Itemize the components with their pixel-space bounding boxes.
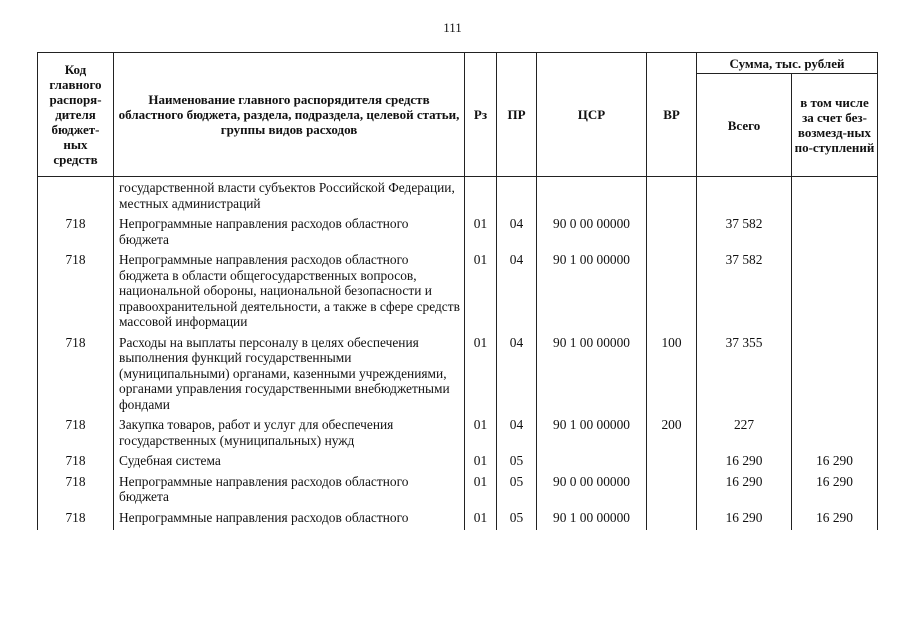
cell-csr [537, 177, 647, 217]
cell-rz: 01 [465, 252, 497, 335]
table-body [38, 177, 878, 531]
cell-total: 16 290 [697, 453, 792, 474]
cell-pr: 04 [497, 216, 537, 252]
cell-name: Непрограммные направления расходов областного бюджета в области общегосударственных вопросов, национальной обороны, национальной безопасности и правоохранительной деятельности, а также в сфере средств массовой информации [114, 252, 465, 335]
cell-pr: 04 [497, 417, 537, 453]
header-free: в том числе за счет без-возмезд-ных по-ступлений [792, 74, 878, 177]
table-row [38, 417, 878, 453]
cell-csr: 90 1 00 00000 [537, 252, 647, 335]
cell-total: 37 582 [697, 216, 792, 252]
cell-pr: 05 [497, 474, 537, 510]
cell-vr [647, 474, 697, 510]
header-rz: Рз [465, 53, 497, 177]
cell-rz [465, 177, 497, 217]
cell-pr: 04 [497, 335, 537, 418]
cell-vr: 200 [647, 417, 697, 453]
cell-csr: 90 0 00 00000 [537, 474, 647, 510]
cell-rz: 01 [465, 510, 497, 531]
cell-name: Непрограммные направления расходов областного бюджета [114, 216, 465, 252]
cell-code [38, 177, 114, 217]
cell-vr [647, 177, 697, 217]
cell-free [792, 335, 878, 418]
table-row [38, 510, 878, 531]
cell-code: 718 [38, 453, 114, 474]
cell-name: Непрограммные направления расходов областного [114, 510, 465, 531]
cell-code: 718 [38, 510, 114, 531]
cell-csr: 90 1 00 00000 [537, 417, 647, 453]
cell-total: 37 355 [697, 335, 792, 418]
cell-name: Судебная система [114, 453, 465, 474]
cell-name: Закупка товаров, работ и услуг для обеспечения государственных (муниципальных) нужд [114, 417, 465, 453]
cell-csr: 90 0 00 00000 [537, 216, 647, 252]
cell-vr [647, 453, 697, 474]
cell-free: 16 290 [792, 474, 878, 510]
cell-code: 718 [38, 335, 114, 418]
cell-rz: 01 [465, 335, 497, 418]
cell-name: Расходы на выплаты персоналу в целях обеспечения выполнения функций государственными (муниципальными) органами, казенными учреждениями, органами управления государственными внебюджетными фондами [114, 335, 465, 418]
cell-pr: 05 [497, 453, 537, 474]
header-csr: ЦСР [537, 53, 647, 177]
cell-rz: 01 [465, 417, 497, 453]
cell-free [792, 177, 878, 217]
cell-pr [497, 177, 537, 217]
page-number: 111 [443, 20, 462, 35]
header-sum: Сумма, тыс. рублей [697, 53, 878, 74]
table-row [38, 216, 878, 252]
cell-name: государственной власти субъектов Российской Федерации, местных администраций [114, 177, 465, 217]
table-header [38, 53, 878, 177]
cell-total [697, 177, 792, 217]
cell-total: 16 290 [697, 474, 792, 510]
table-row [38, 474, 878, 510]
cell-free: 16 290 [792, 453, 878, 474]
header-name: Наименование главного распорядителя средств областного бюджета, раздела, подраздела, целевой статьи, группы видов расходов [114, 53, 465, 177]
cell-rz: 01 [465, 216, 497, 252]
cell-csr [537, 453, 647, 474]
cell-vr [647, 510, 697, 531]
header-pr: ПР [497, 53, 537, 177]
cell-name: Непрограммные направления расходов областного бюджета [114, 474, 465, 510]
cell-vr: 100 [647, 335, 697, 418]
table-row [38, 252, 878, 335]
cell-pr: 05 [497, 510, 537, 531]
cell-code: 718 [38, 417, 114, 453]
cell-code: 718 [38, 216, 114, 252]
table-row [38, 177, 878, 217]
cell-free: 16 290 [792, 510, 878, 531]
header-code: Код главного распоря-дителя бюджет-ных средств [38, 53, 114, 177]
cell-total: 37 582 [697, 252, 792, 335]
table-row [38, 453, 878, 474]
cell-code: 718 [38, 252, 114, 335]
cell-rz: 01 [465, 474, 497, 510]
budget-table [37, 52, 878, 530]
cell-total: 16 290 [697, 510, 792, 531]
cell-free [792, 252, 878, 335]
cell-csr: 90 1 00 00000 [537, 335, 647, 418]
cell-code: 718 [38, 474, 114, 510]
table-row [38, 335, 878, 418]
header-total: Всего [697, 74, 792, 177]
cell-vr [647, 252, 697, 335]
cell-pr: 04 [497, 252, 537, 335]
cell-free [792, 216, 878, 252]
cell-vr [647, 216, 697, 252]
cell-total: 227 [697, 417, 792, 453]
cell-free [792, 417, 878, 453]
cell-csr: 90 1 00 00000 [537, 510, 647, 531]
cell-rz: 01 [465, 453, 497, 474]
header-vr: ВР [647, 53, 697, 177]
